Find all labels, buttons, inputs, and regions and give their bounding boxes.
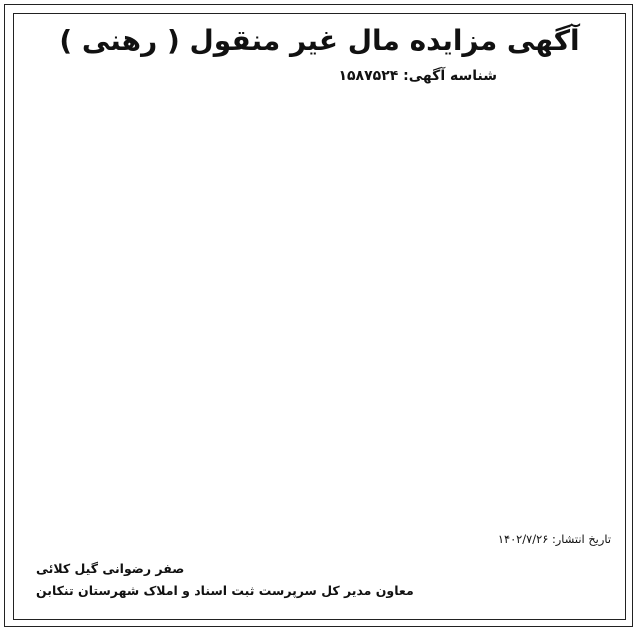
notice-inner-frame [13, 13, 626, 620]
signature-block [36, 558, 414, 602]
notice-outer-frame [4, 4, 633, 627]
notice-body [28, 90, 611, 518]
notice-id: شناسه آگهی: ۱۵۸۷۵۲۴ [338, 68, 497, 84]
notice-title: آگهی مزایده مال غیر منقول ( رهنی ) [59, 24, 580, 57]
publication-date: تاریخ انتشار: ۱۴۰۲/۷/۲۶ [497, 532, 611, 546]
signatory-name: صفر رضوانی گیل کلائی [36, 561, 185, 576]
signatory-role: معاون مدیر کل سرپرست ثبت اسناد و املاک شهرستان تنکابن [36, 583, 414, 598]
